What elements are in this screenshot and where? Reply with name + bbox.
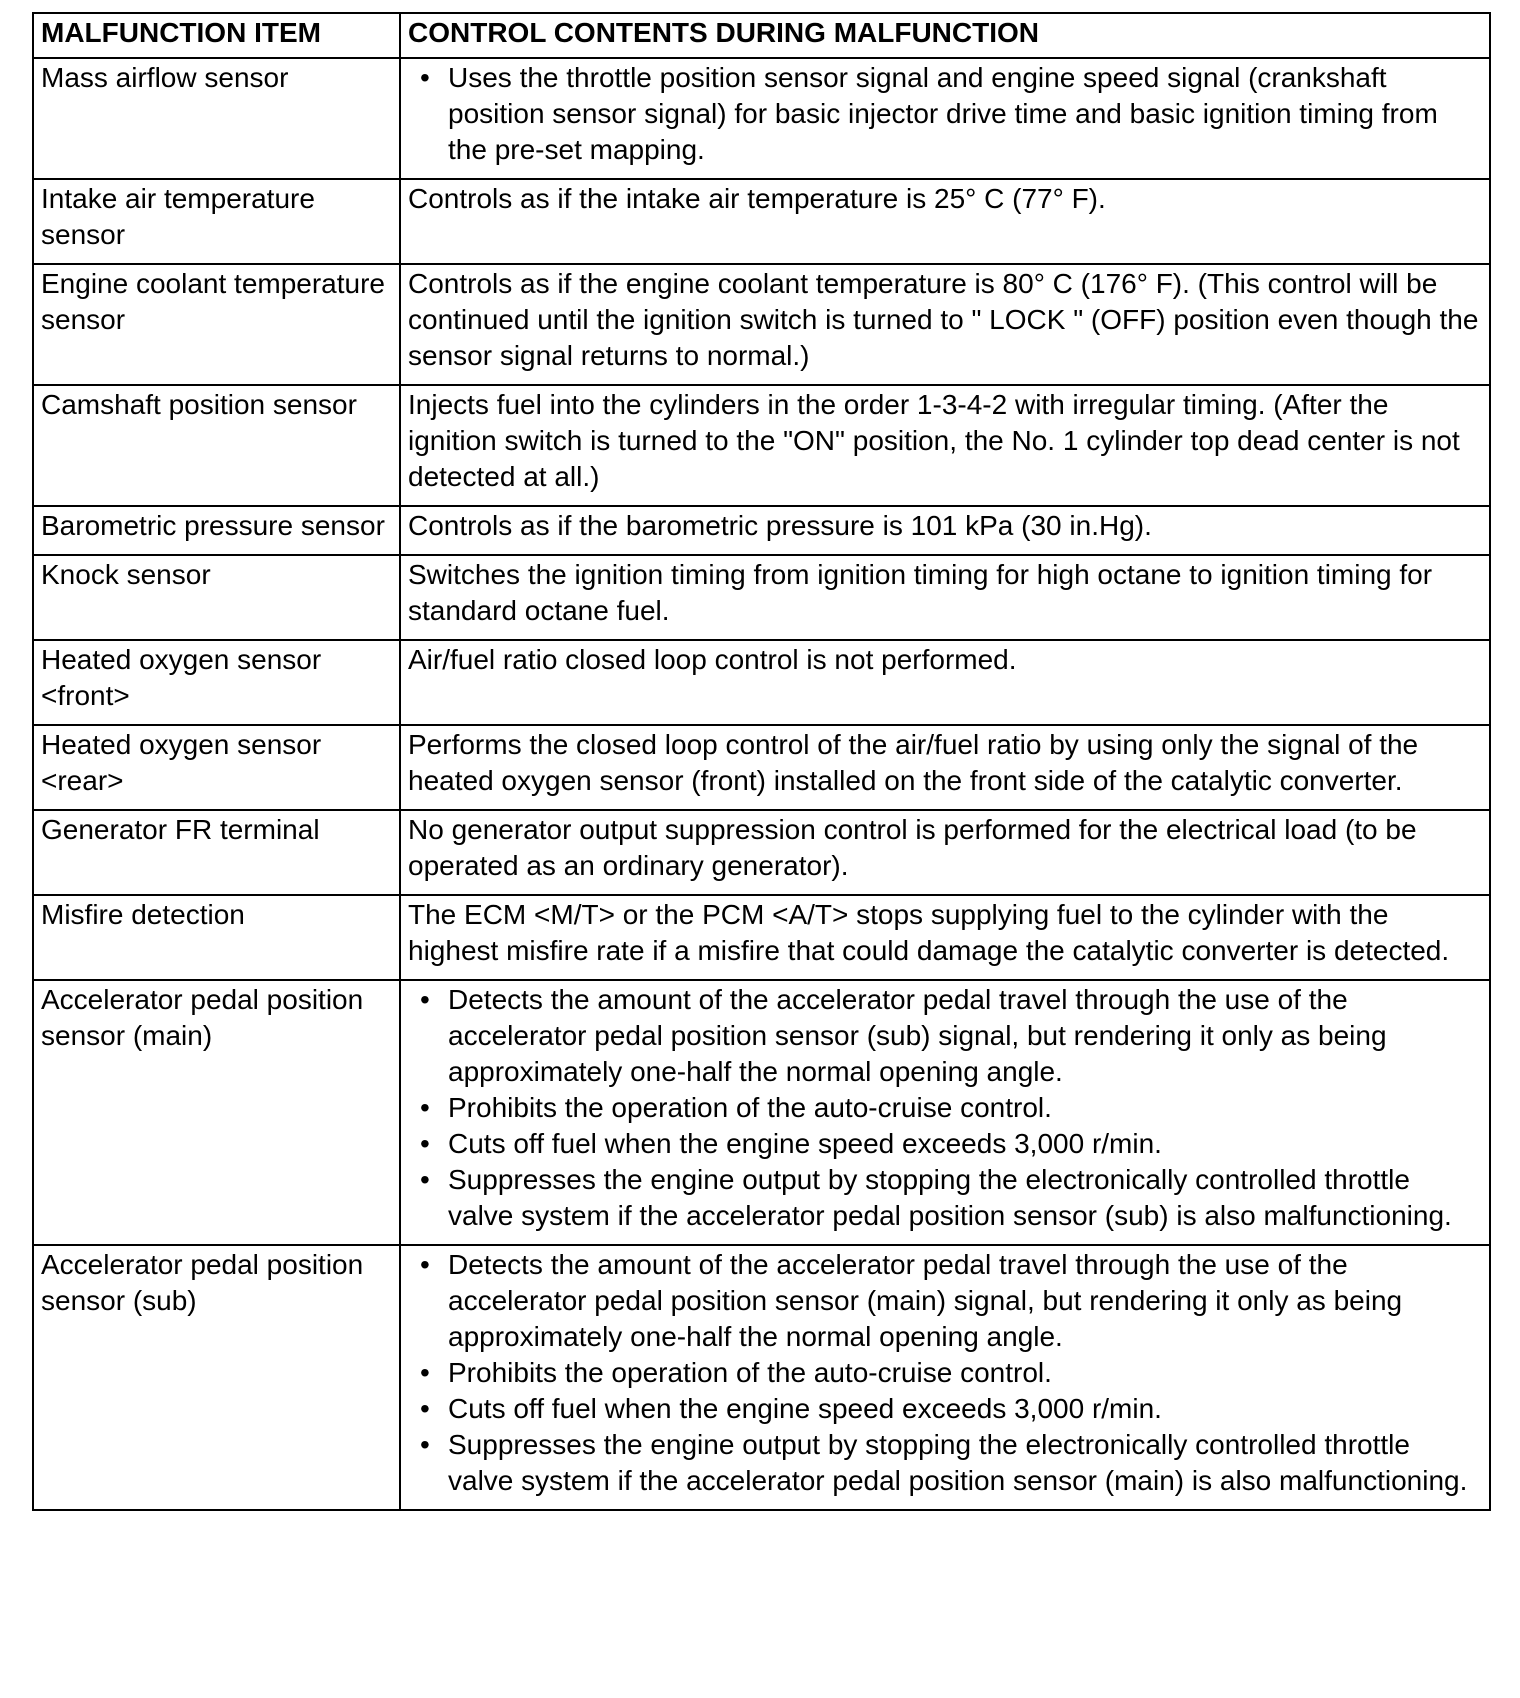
table-row [33, 725, 1490, 810]
header-malfunction-item: MALFUNCTION ITEM [33, 13, 400, 58]
malfunction-item-cell: Camshaft position sensor [33, 385, 400, 506]
table-header-row [33, 13, 1490, 58]
list-item [408, 1427, 1483, 1499]
control-contents-cell: The ECM <M/T> or the PCM <A/T> stops supplying fuel to the cylinder with the highest misfire rate if a misfire that could damage the catalytic converter is detected. [400, 895, 1490, 980]
list-item [408, 1090, 1483, 1126]
table-row [33, 264, 1490, 385]
list-item [408, 982, 1483, 1090]
malfunction-item-cell: Heated oxygen sensor <rear> [33, 725, 400, 810]
malfunction-item-cell: Accelerator pedal position sensor (main) [33, 980, 400, 1245]
table-row [33, 58, 1490, 179]
table-row [33, 506, 1490, 555]
list-item-text: Detects the amount of the accelerator pedal travel through the use of the accelerator pedal position sensor (main) signal, but rendering it only as being approximately one-half the normal opening angle. [448, 1249, 1403, 1352]
bullet-icon: • [420, 1092, 430, 1123]
bullet-list [408, 60, 1483, 168]
list-item [408, 60, 1483, 168]
bullet-icon: • [420, 1164, 430, 1195]
table-row [33, 385, 1490, 506]
document-page [32, 12, 1489, 1511]
table-row [33, 980, 1490, 1245]
list-item-text: Uses the throttle position sensor signal and engine speed signal (crankshaft position sensor signal) for basic injector drive time and basic ignition timing from the pre-set mapping. [448, 62, 1438, 165]
bullet-icon: • [420, 62, 430, 93]
control-contents-cell: Injects fuel into the cylinders in the order 1-3-4-2 with irregular timing. (After the ignition switch is turned to the "ON" position, the No. 1 cylinder top dead center is not detected at all.) [400, 385, 1490, 506]
malfunction-item-cell: Intake air temperature sensor [33, 179, 400, 264]
control-contents-cell: Controls as if the engine coolant temperature is 80° C (176° F). (This control will be continued until the ignition switch is turned to " LOCK " (OFF) position even though the sensor signal returns to normal.) [400, 264, 1490, 385]
control-contents-cell [400, 980, 1490, 1245]
bullet-list [408, 1247, 1483, 1499]
malfunction-item-cell: Mass airflow sensor [33, 58, 400, 179]
malfunction-control-table [32, 12, 1491, 1511]
table-row [33, 1245, 1490, 1510]
malfunction-item-cell: Generator FR terminal [33, 810, 400, 895]
control-contents-cell: Controls as if the intake air temperature is 25° C (77° F). [400, 179, 1490, 264]
malfunction-item-cell: Knock sensor [33, 555, 400, 640]
table-body [33, 58, 1490, 1510]
control-contents-cell: Performs the closed loop control of the air/fuel ratio by using only the signal of the heated oxygen sensor (front) installed on the front side of the catalytic converter. [400, 725, 1490, 810]
list-item [408, 1162, 1483, 1234]
bullet-icon: • [420, 1249, 430, 1280]
control-contents-cell: No generator output suppression control is performed for the electrical load (to be operated as an ordinary generator). [400, 810, 1490, 895]
list-item [408, 1247, 1483, 1355]
control-contents-cell [400, 58, 1490, 179]
list-item-text: Prohibits the operation of the auto-cruise control. [448, 1092, 1052, 1123]
malfunction-item-cell: Accelerator pedal position sensor (sub) [33, 1245, 400, 1510]
list-item [408, 1126, 1483, 1162]
list-item [408, 1355, 1483, 1391]
malfunction-item-cell: Heated oxygen sensor <front> [33, 640, 400, 725]
malfunction-item-cell: Engine coolant temperature sensor [33, 264, 400, 385]
header-control-contents: CONTROL CONTENTS DURING MALFUNCTION [400, 13, 1490, 58]
table-row [33, 895, 1490, 980]
table-row [33, 555, 1490, 640]
list-item-text: Suppresses the engine output by stopping the electronically controlled throttle valve system if the accelerator pedal position sensor (sub) is also malfunctioning. [448, 1164, 1452, 1231]
table-row [33, 640, 1490, 725]
list-item-text: Cuts off fuel when the engine speed exceeds 3,000 r/min. [448, 1393, 1162, 1424]
list-item-text: Prohibits the operation of the auto-cruise control. [448, 1357, 1052, 1388]
bullet-list [408, 982, 1483, 1234]
bullet-icon: • [420, 1429, 430, 1460]
list-item-text: Detects the amount of the accelerator pedal travel through the use of the accelerator pedal position sensor (sub) signal, but rendering it only as being approximately one-half the normal opening angle. [448, 984, 1387, 1087]
bullet-icon: • [420, 1128, 430, 1159]
bullet-icon: • [420, 1393, 430, 1424]
bullet-icon: • [420, 984, 430, 1015]
bullet-icon: • [420, 1357, 430, 1388]
table-row [33, 810, 1490, 895]
control-contents-cell: Controls as if the barometric pressure is 101 kPa (30 in.Hg). [400, 506, 1490, 555]
table-row [33, 179, 1490, 264]
malfunction-item-cell: Barometric pressure sensor [33, 506, 400, 555]
list-item-text: Suppresses the engine output by stopping the electronically controlled throttle valve system if the accelerator pedal position sensor (main) is also malfunctioning. [448, 1429, 1468, 1496]
malfunction-item-cell: Misfire detection [33, 895, 400, 980]
list-item [408, 1391, 1483, 1427]
list-item-text: Cuts off fuel when the engine speed exceeds 3,000 r/min. [448, 1128, 1162, 1159]
control-contents-cell: Switches the ignition timing from ignition timing for high octane to ignition timing for standard octane fuel. [400, 555, 1490, 640]
control-contents-cell [400, 1245, 1490, 1510]
control-contents-cell: Air/fuel ratio closed loop control is not performed. [400, 640, 1490, 725]
